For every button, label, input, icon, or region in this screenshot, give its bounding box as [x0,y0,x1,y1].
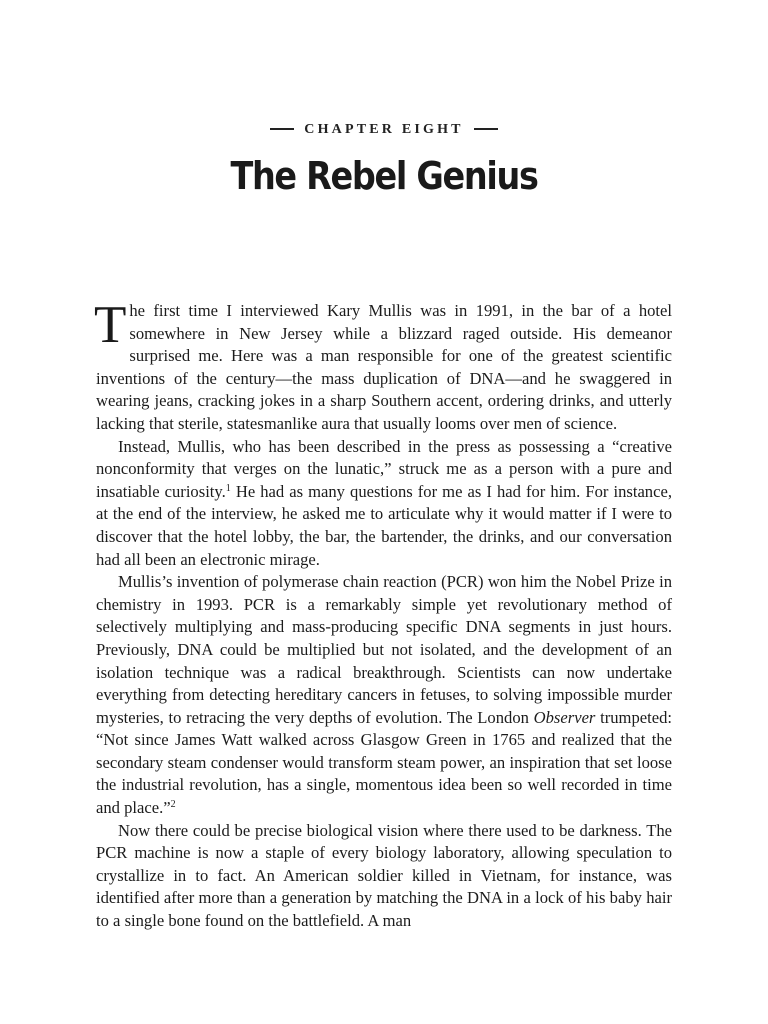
right-rule [474,128,498,130]
paragraph-2-text-a: Instead, Mullis, who has been described in the press as possessing a “creative nonconformity that verges on the lunatic,” struck me as a person with a pure and insatiable curiosity. [96,436,672,501]
chapter-title: The Rebel Genius [230,154,538,198]
drop-cap: T [94,296,127,354]
paragraph-4 [96,820,672,933]
chapter-label-text: CHAPTER EIGHT [304,122,464,137]
footnote-ref-1[interactable]: 1 [225,482,231,494]
paragraph-1 [94,296,672,436]
footnote-ref-2[interactable]: 2 [170,799,176,811]
chapter-body [94,296,672,933]
paragraph-3-text-a: Mullis’s invention of polymerase chain reaction (PCR) won him the Nobel Prize in chemistry in 1993. PCR is a remarkably simple yet revolutionary method of selectively multiplying and mass-producing specific DNA segments in just hours. Previously, DNA could be multiplied but not isolated, and the development of an isolation technique was a radical breakthrough. Scientists can now undertake everything from detecting hereditary cancers in fetuses, to solving impossible murder mysteries, to retracing the very depths of evolution. The London [96,572,672,727]
observer-italic: Observer [533,707,596,727]
paragraph-2-text-b: He had as many questions for me as I had for him. For instance, at the end of the interview, he asked me to articulate why it would matter if I were to discover that the hotel lobby, the bar, the bartender, the drinks, and our conversation had all been an electronic mirage. [96,481,672,569]
paragraph-3 [96,571,672,820]
left-rule [270,128,294,130]
chapter-label [0,122,768,138]
paragraph-4-text: Now there could be precise biological vision where there used to be darkness. The PCR machine is now a staple of every biology laboratory, allowing speculation to crystallize in to fact. An American soldier killed in Vietnam, for instance, was identified after more than a generation by matching the DNA in a lock of his baby hair to a single bone found on the battlefield. A man [96,820,672,931]
paragraph-2 [96,436,672,572]
paragraph-3-text-b: trumpeted: “Not since James Watt walked across Glasgow Green in 1765 and realized that the secondary steam condenser would transform steam power, an inspiration that set loose the industrial revolution, has a single, momentous idea been so well recorded in time and place.” [96,707,672,818]
paragraph-1-text: he first time I interviewed Kary Mullis was in 1991, in the bar of a hotel somewhere in New Jersey while a blizzard raged outside. His demeanor surprised me. Here was a man responsible for one of the greatest scientific inventions of the century—the mass duplication of DNA—and he swaggered in wearing jeans, cracking jokes in a sharp Southern accent, ordering drinks, and utterly lacking that sterile, statesmanlike aura that usually looms over men of science. [96,301,672,433]
